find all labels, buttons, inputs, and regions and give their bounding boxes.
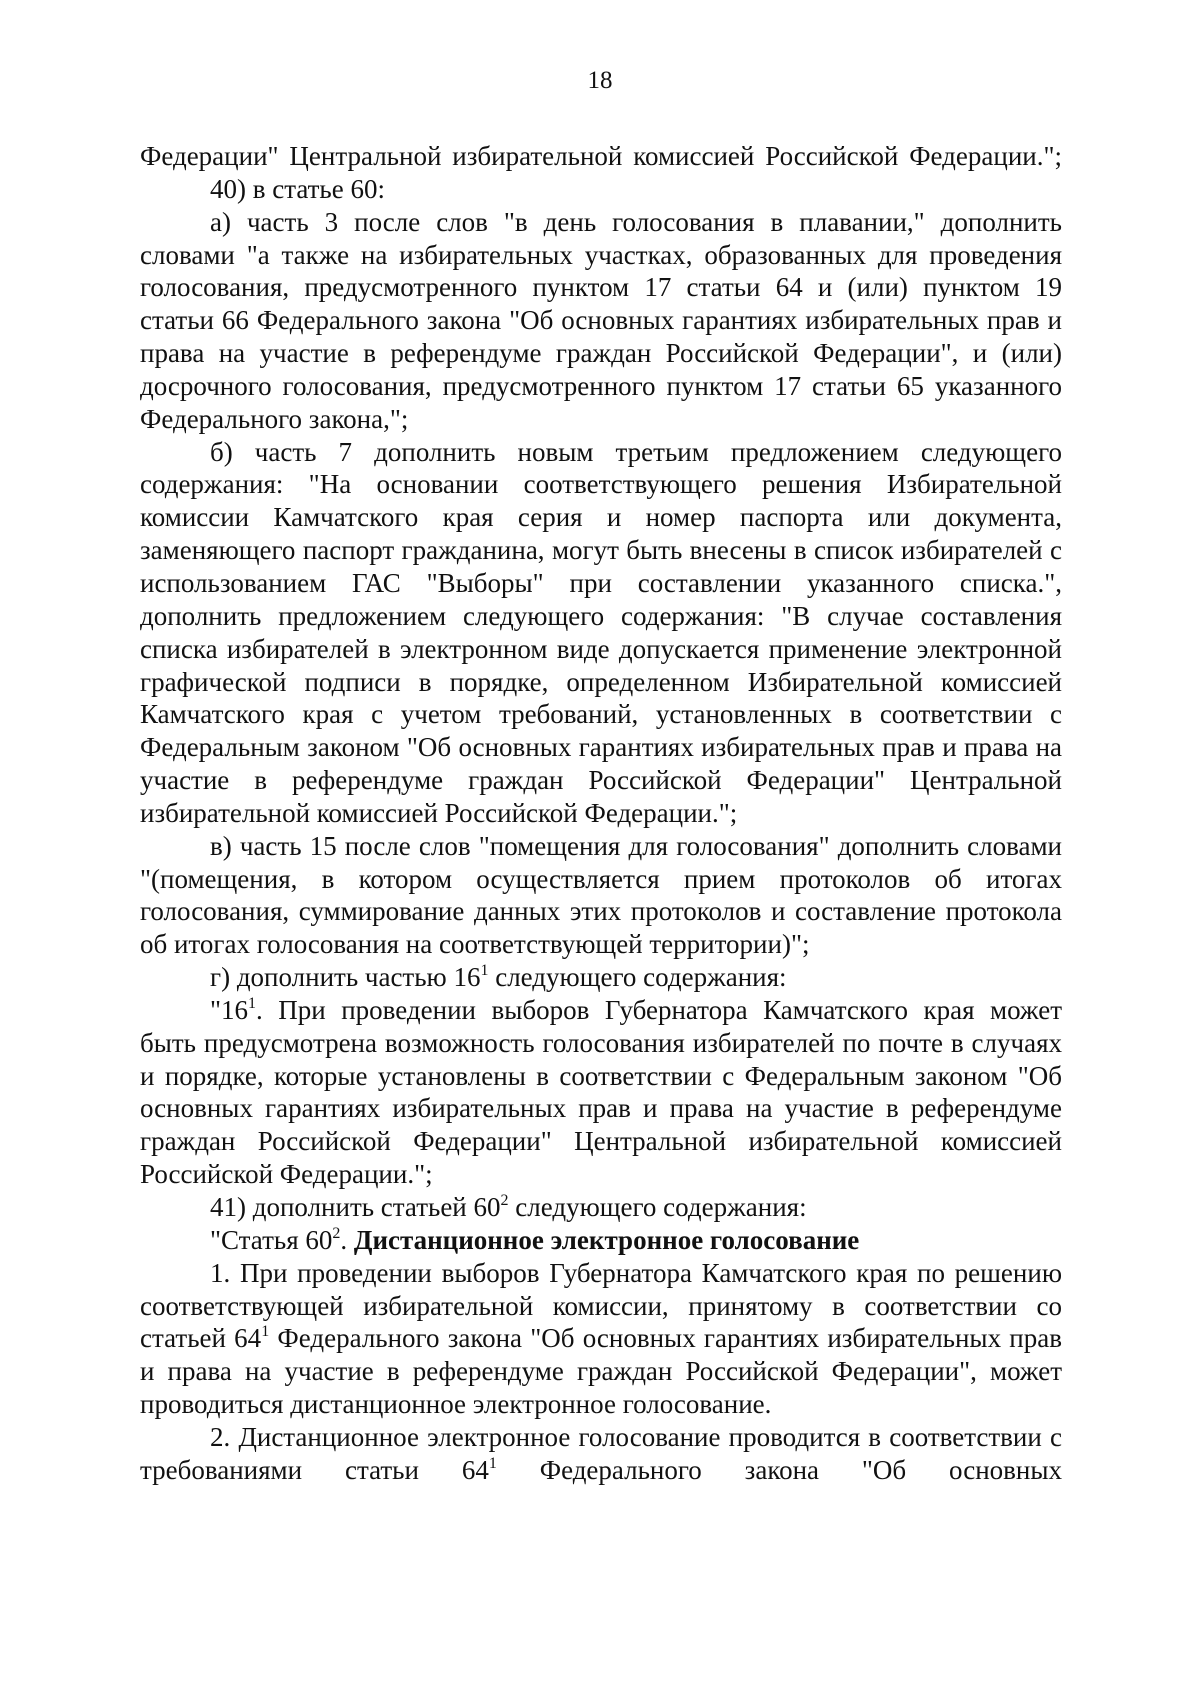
paragraph-text: г) дополнить частью 16 [210,962,481,993]
article-heading [140,1224,1062,1257]
paragraph-item-v: в) часть 15 после слов "помещения для голосования" дополнить словами "(помещения, в котором осуществляется прием протоколов об итогах голосования, суммирование данных этих протоколов и составление протокола об итогах голосования на соответствующей территории)"; [140,830,1062,960]
superscript: 2 [332,1224,341,1242]
paragraph-text: следующего содержания: [488,962,787,993]
superscript: 1 [248,994,257,1012]
paragraph-text: . При проведении выборов Губернатора Камчатского края может быть предусмотрена возможность голосования избирателей по почте в случаях и порядке, которые установлены в соответствии с Федеральным законом "Об основных гарантиях избирательных прав и права на участие в референдуме граждан Российской Федерации" Центральной избирательной комиссией Российской Федерации."; [140,994,1062,1190]
paragraph-item-41 [140,1191,1062,1224]
paragraph-clause-2 [140,1421,1062,1487]
paragraph-part-16-1 [140,994,1062,1191]
paragraph-text: "Статья 60 [210,1224,333,1255]
paragraph-text: "16 [210,994,249,1025]
paragraph-text: 41) дополнить статьей 60 [210,1192,501,1222]
superscript: 1 [488,1454,497,1472]
paragraph-item-b: б) часть 7 дополнить новым третьим предложением следующего содержания: "На основании соответствующего решения Избирательной комиссии Камчатского края серия и номер паспорта или документа, заменяющего паспорт гражданина, могут быть внесены в список избирателей с использованием ГАС "Выборы" при составлении указанного списка.", дополнить предложением следующего содержания: "В случае составления списка избирателей в электронном виде допускается применение электронной графической подписи в порядке, определенном Избирательной комиссией Камчатского края с учетом требований, установленных в соответствии с Федеральным законом "Об основных гарантиях избирательных прав и права на участие в референдуме граждан Российской Федерации" Центральной избирательной комиссией Российской Федерации."; [140,436,1062,828]
article-title: Дистанционное электронное голосование [353,1224,860,1255]
paragraph-text: . [340,1224,354,1255]
paragraph-text: Федерального закона "Об основных гарантиях избирательных прав и права на участие в референдуме граждан Российской Федерации", может проводиться дистанционное электронное голосование. [140,1323,1062,1420]
paragraph-text: следующего содержания: [508,1192,807,1222]
superscript: 1 [480,962,489,980]
paragraph-item-g [140,961,1062,994]
superscript: 2 [500,1192,509,1209]
paragraph-text: 1. При проведении выборов Губернатора Камчатского края по решению соответствующей избирательной комиссии, принятому в соответствии со статьей 64 [140,1257,1062,1354]
page-number: 18 [587,67,613,94]
paragraph-text: Федерального закона "Об основных [496,1454,1062,1485]
paragraph-item-40: 40) в статье 60: [210,173,385,204]
superscript: 1 [261,1323,270,1341]
document-body [140,140,1062,1487]
paragraph-continuation: Федерации" Центральной избирательной комиссией Российской Федерации."; [140,141,1062,171]
paragraph-clause-1 [140,1257,1062,1421]
paragraph-item-a: а) часть 3 после слов "в день голосования в плавании," дополнить словами "а также на избирательных участках, образованных для проведения голосования, предусмотренного пунктом 17 статьи 64 и (или) пунктом 19 статьи 66 Федерального закона "Об основных гарантиях избирательных прав и права на участие в референдуме граждан Российской Федерации", и (или) досрочного голосования, предусмотренного пунктом 17 статьи 65 указанного Федерального закона,"; [140,206,1062,434]
paragraph-text: 2. Дистанционное электронное голосование проводится в соответствии с требованиями статьи 64 [140,1421,1062,1485]
